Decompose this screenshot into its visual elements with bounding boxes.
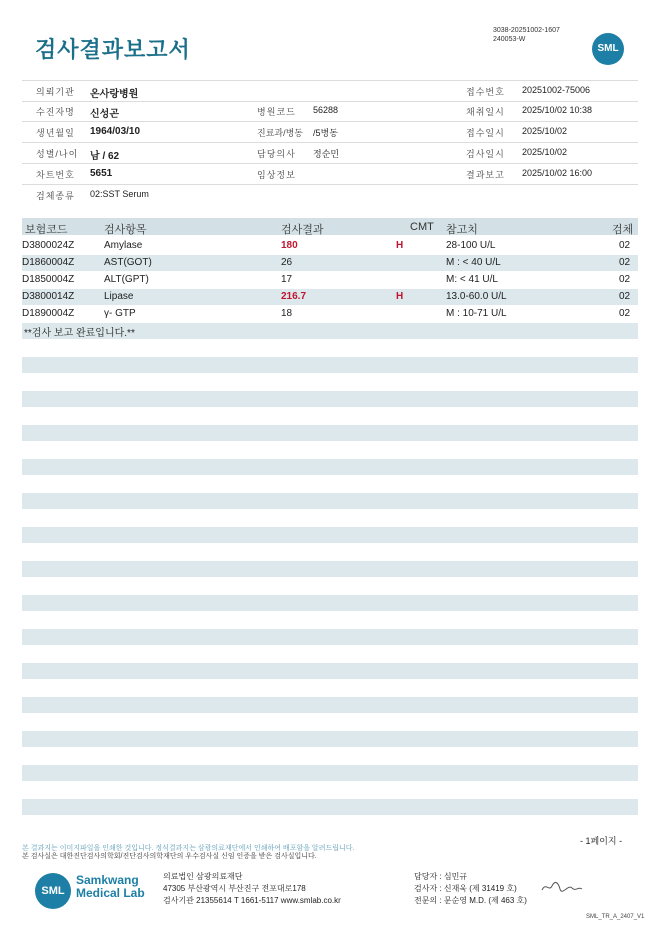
row-ref: 28-100 U/L — [446, 240, 496, 251]
examiner-line: 검사자 : 신재욱 (제 31419 호) — [414, 884, 517, 893]
report-value: 2025/10/02 16:00 — [522, 168, 593, 178]
row-ref: 13.0-60.0 U/L — [446, 291, 507, 302]
doctor-label: 담당의사 — [257, 149, 296, 159]
specimen-value: 02:SST Serum — [90, 189, 149, 199]
empty-stripe — [22, 493, 638, 509]
table-row — [22, 272, 638, 288]
empty-stripe — [22, 765, 638, 781]
info-row-sex-age — [22, 143, 638, 164]
hospital-label: 의뢰기관 — [36, 87, 75, 97]
empty-stripe — [22, 527, 638, 543]
document-id-line2: 240053-W — [493, 36, 526, 43]
complete-note: **검사 보고 완료입니다.** — [24, 328, 135, 339]
hospital-code-value: 56288 — [313, 105, 339, 115]
row-specimen: 02 — [619, 308, 631, 319]
info-row-dob — [22, 122, 638, 143]
name-label: 수진자명 — [36, 107, 75, 117]
row-flag: H — [396, 291, 404, 302]
specialist-line: 전문의 : 문순영 M.D. (제 463 호) — [414, 896, 527, 905]
form-code: SML_TR_A_2407_V1 — [586, 914, 645, 920]
table-row — [22, 255, 638, 271]
row-ref: M: < 41 U/L — [446, 274, 498, 285]
doctor-value: 정순민 — [313, 149, 340, 159]
page-number: - 1페이지 - — [580, 836, 623, 846]
report-label: 결과보고 — [466, 170, 505, 180]
dob-value: 1964/03/10 — [90, 126, 141, 137]
clinical-label: 임상정보 — [257, 170, 296, 180]
row-item: AST(GOT) — [104, 257, 152, 268]
row-result: 17 — [281, 274, 293, 285]
empty-stripe — [22, 561, 638, 577]
row-result: 26 — [281, 257, 293, 268]
hospital-value: 온사랑병원 — [90, 89, 139, 100]
empty-stripe — [22, 357, 638, 373]
row-result: 18 — [281, 308, 293, 319]
dept-label: 진료과/병동 — [257, 128, 303, 138]
header-result: 검사결과 — [281, 224, 324, 236]
empty-stripe — [22, 391, 638, 407]
complete-note-row — [22, 323, 638, 339]
brand-line1: Samkwang — [76, 873, 139, 887]
receipt-date-label: 접수일시 — [466, 128, 505, 138]
org-name: 의료법인 삼광의료재단 — [163, 872, 243, 881]
row-code: D1850004Z — [22, 274, 75, 285]
specimen-label: 검체종류 — [36, 191, 75, 201]
receipt-date-value: 2025/10/02 — [522, 126, 568, 136]
row-code: D3800024Z — [22, 240, 75, 251]
name-value: 신성곤 — [90, 109, 119, 120]
table-row — [22, 306, 638, 322]
empty-stripe — [22, 459, 638, 475]
receipt-no-value: 20251002-75006 — [522, 85, 591, 95]
collect-value: 2025/10/02 10:38 — [522, 105, 593, 115]
sml-logo: SML — [592, 33, 624, 65]
row-code: D3800014Z — [22, 291, 75, 302]
header-ref: 참고치 — [446, 224, 478, 236]
header-cmt: CMT — [410, 221, 434, 233]
footer-note-image: 본 결과지는 이미지파일을 인쇄한 것입니다. 정식결과지는 삼광의료재단에서 인쇄하여 배포함을 알려드립니다. — [22, 845, 355, 852]
chart-label: 차트번호 — [36, 170, 75, 180]
collect-label: 채취일시 — [466, 107, 505, 117]
row-specimen: 02 — [619, 240, 631, 251]
hospital-code-label: 병원코드 — [257, 107, 296, 117]
dept-value: /5병동 — [313, 128, 338, 138]
chart-value: 5651 — [90, 168, 113, 179]
row-specimen: 02 — [619, 257, 631, 268]
row-result: 216.7 — [281, 291, 307, 302]
info-row-specimen — [22, 185, 638, 205]
manager-line: 담당자 : 심민규 — [414, 872, 468, 881]
table-row — [22, 289, 638, 305]
signature-image — [540, 880, 584, 894]
dob-label: 생년월일 — [36, 128, 75, 138]
row-flag: H — [396, 240, 404, 251]
row-item: ALT(GPT) — [104, 274, 149, 285]
row-item: Lipase — [104, 291, 134, 302]
report-title: 검사결과보고서 — [35, 38, 191, 63]
empty-stripe — [22, 663, 638, 679]
sex-age-value: 남 / 62 — [90, 151, 120, 162]
results-header — [22, 218, 638, 235]
header-code: 보험코드 — [25, 224, 68, 236]
sml-footer-logo: SML — [35, 873, 71, 909]
brand-name — [76, 874, 145, 900]
test-date-label: 검사일시 — [466, 149, 505, 159]
row-ref: M : 10-71 U/L — [446, 308, 507, 319]
info-row-name — [22, 101, 638, 122]
empty-stripe — [22, 731, 638, 747]
document-id — [493, 26, 560, 44]
row-ref: M : < 40 U/L — [446, 257, 501, 268]
brand-line2: Medical Lab — [76, 886, 145, 900]
header-item: 검사항목 — [104, 224, 147, 236]
header-specimen: 검체 — [612, 224, 634, 236]
row-code: D1890004Z — [22, 308, 75, 319]
row-item: Amylase — [104, 240, 143, 251]
info-row-chart — [22, 164, 638, 185]
org-contact: 검사기관 21355614 T 1661-5117 www.smlab.co.kr — [163, 896, 341, 905]
footer-note-accreditation: 본 검사실은 대한진단검사의학회/진단검사의학재단의 우수검사실 신임 인증을 받은 검사실입니다. — [22, 853, 317, 860]
empty-stripe — [22, 595, 638, 611]
info-row-hospital — [22, 80, 638, 102]
document-id-line1: 3038-20251002-1607 — [493, 27, 560, 34]
empty-stripe — [22, 799, 638, 815]
row-specimen: 02 — [619, 291, 631, 302]
empty-stripe — [22, 425, 638, 441]
row-code: D1860004Z — [22, 257, 75, 268]
table-row — [22, 238, 638, 254]
row-specimen: 02 — [619, 274, 631, 285]
empty-stripe — [22, 697, 638, 713]
sex-age-label: 성별/나이 — [36, 149, 79, 159]
receipt-no-label: 접수번호 — [466, 87, 505, 97]
org-address: 47305 부산광역시 부산진구 전포대로178 — [163, 884, 306, 893]
test-date-value: 2025/10/02 — [522, 147, 568, 157]
empty-stripe — [22, 629, 638, 645]
row-result: 180 — [281, 240, 298, 251]
row-item: γ- GTP — [104, 308, 136, 319]
